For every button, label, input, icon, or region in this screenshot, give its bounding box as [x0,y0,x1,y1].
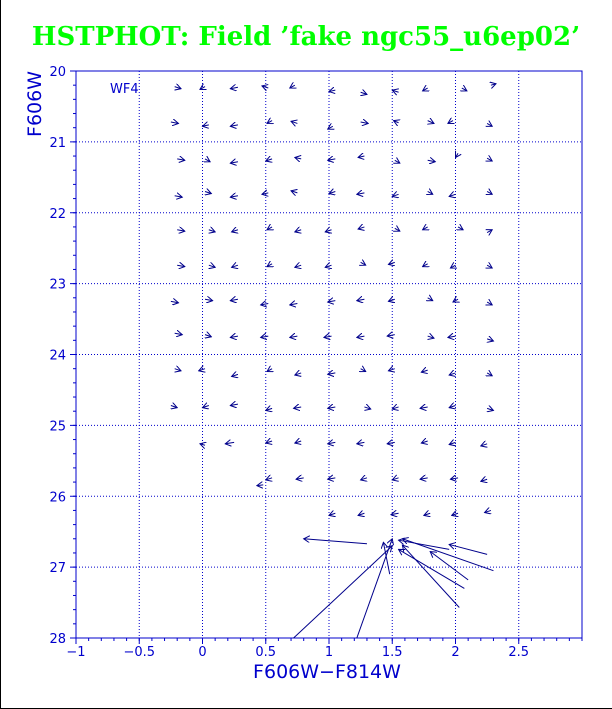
displacement-vector [295,441,301,443]
displacement-vector [357,442,365,443]
displacement-vector [230,196,238,197]
displacement-vector [481,444,487,446]
y-tick-label: 23 [49,277,66,293]
displacement-vector [328,478,336,479]
y-tick-label: 28 [49,632,66,647]
x-axis-label: F606W−F814W [253,661,401,683]
chart-title: HSTPHOT: Field ’fake ngc55_u6ep02’ [31,22,581,52]
displacement-vector [294,407,302,408]
displacement-vector [402,545,459,607]
displacement-vector [171,122,179,123]
displacement-vector [205,159,210,162]
displacement-vector [329,513,335,515]
x-tick-label: −0.5 [123,645,156,660]
displacement-vector [230,299,238,300]
displacement-vector [487,230,492,233]
displacement-vector [364,407,370,409]
x-tick-label: 1 [324,645,334,660]
displacement-vector [428,121,434,124]
displacement-vector [200,444,205,445]
y-axis-label: F606W [24,71,46,137]
displacement-vector [205,299,213,300]
displacement-vector [450,265,455,268]
displacement-vector [361,478,367,480]
displacement-vector [423,88,428,91]
displacement-vector [262,193,268,194]
displacement-vector [328,442,336,443]
displacement-vector [295,230,301,232]
displacement-vector [177,265,185,266]
displacement-vector [357,336,365,337]
displacement-vector [257,485,263,486]
displacement-vector [267,264,272,267]
displacement-vector [481,479,487,481]
displacement-vector [267,121,272,124]
displacement-vector [392,90,398,92]
y-tick-label: 26 [49,490,66,506]
displacement-vector [175,333,183,334]
displacement-vector [428,160,436,161]
displacement-vector [357,539,392,638]
axis-ticks [49,65,582,660]
displacement-vector [449,406,455,408]
displacement-vector [423,227,428,230]
displacement-vector [209,265,215,267]
displacement-vector [232,230,238,232]
displacement-vector [230,162,238,163]
displacement-vector [395,228,400,231]
y-tick-label: 20 [49,65,66,80]
y-tick-label: 22 [49,206,66,222]
displacement-vector [449,194,455,196]
displacement-vector [295,373,301,375]
displacement-vector [290,85,295,88]
displacement-vector [267,227,272,230]
x-tick-label: 0.5 [255,645,277,660]
displacement-vector [421,441,427,443]
displacement-vector [266,441,272,443]
displacement-vector [428,298,433,301]
displacement-vector [487,373,492,376]
displacement-vector [448,336,456,337]
displacement-vector [209,230,215,232]
displacement-vector [462,88,467,91]
displacement-vector [177,230,185,231]
displacement-vector [399,540,450,549]
displacement-vector [328,301,336,302]
displacement-vector [392,478,398,480]
displacement-vector [262,86,268,88]
displacement-vector [491,84,496,85]
displacement-vector [449,373,455,375]
vector-field [171,84,496,638]
y-tick-label: 25 [49,419,66,435]
displacement-vector [392,194,398,196]
displacement-vector [230,87,238,88]
displacement-vector [420,407,428,408]
displacement-vector [449,442,455,444]
x-tick-label: −1 [66,645,86,660]
displacement-vector [428,336,434,338]
displacement-vector [388,369,394,371]
displacement-vector [428,191,433,194]
y-tick-label: 21 [49,135,66,151]
displacement-vector [266,478,272,480]
displacement-vector [177,159,185,160]
displacement-vector [175,196,183,197]
displacement-vector [230,336,238,337]
displacement-vector [487,158,492,161]
displacement-vector [295,265,301,267]
displacement-vector [203,406,209,408]
displacement-vector [266,159,272,161]
displacement-vector [420,478,428,479]
displacement-vector [328,126,333,129]
grid-lines [76,71,582,638]
displacement-vector [388,262,394,264]
displacement-vector [423,264,428,267]
displacement-vector [361,122,369,123]
displacement-vector [325,265,331,267]
displacement-vector [296,478,304,479]
displacement-vector [329,90,335,91]
displacement-vector [324,336,332,337]
displacement-vector [391,513,399,514]
displacement-vector [261,303,269,304]
x-tick-label: 1.5 [381,645,403,660]
displacement-vector [458,227,463,230]
displacement-vector [294,546,393,638]
displacement-vector [175,369,181,371]
displacement-vector [171,406,177,408]
displacement-vector [450,478,458,479]
displacement-vector [328,159,336,160]
displacement-vector [230,404,238,405]
displacement-vector [358,156,364,157]
displacement-vector [361,92,367,94]
displacement-vector [232,265,238,267]
displacement-vector [394,121,399,123]
displacement-vector [199,369,205,371]
displacement-vector [290,336,298,337]
displacement-vector [399,549,465,588]
displacement-vector [487,191,492,194]
displacement-vector [387,335,395,336]
displacement-vector [448,121,453,124]
displacement-vector [487,265,492,268]
displacement-vector [230,125,238,126]
displacement-vector [357,299,365,300]
displacement-vector [424,513,430,515]
displacement-vector [205,191,211,193]
displacement-vector [357,193,365,194]
displacement-vector [487,339,493,341]
displacement-vector [304,539,367,544]
displacement-vector [291,191,297,193]
displacement-vector [430,552,468,580]
displacement-vector [290,303,298,304]
wf4-annotation: WF4 [110,82,139,97]
displacement-vector [325,230,331,232]
displacement-vector [203,125,209,126]
displacement-vector [291,121,297,123]
displacement-vector [485,510,491,512]
displacement-vector [232,374,238,376]
displacement-vector [266,408,272,410]
displacement-vector [361,369,366,372]
y-tick-label: 24 [49,348,66,364]
displacement-vector [361,262,366,265]
displacement-vector [452,513,458,515]
displacement-vector [487,408,493,410]
displacement-vector [487,302,492,305]
displacement-vector [171,301,179,302]
displacement-vector [421,370,427,372]
x-tick-label: 2.5 [508,645,530,660]
displacement-vector [225,442,234,443]
displacement-vector [261,336,269,337]
displacement-vector [175,87,181,89]
displacement-vector [358,227,364,229]
displacement-vector [388,299,394,301]
displacement-vector [329,191,335,193]
displacement-vector [487,123,492,126]
y-tick-label: 27 [49,561,66,577]
displacement-vector [395,160,400,163]
x-tick-label: 0 [198,645,207,660]
displacement-vector [295,157,301,158]
displacement-vector [358,513,364,515]
displacement-vector [392,407,398,409]
displacement-vector [387,442,395,443]
displacement-vector [449,544,487,554]
displacement-vector [205,335,211,337]
x-tick-label: 2 [451,645,460,660]
displacement-vector [267,369,272,372]
displacement-vector [328,373,336,374]
